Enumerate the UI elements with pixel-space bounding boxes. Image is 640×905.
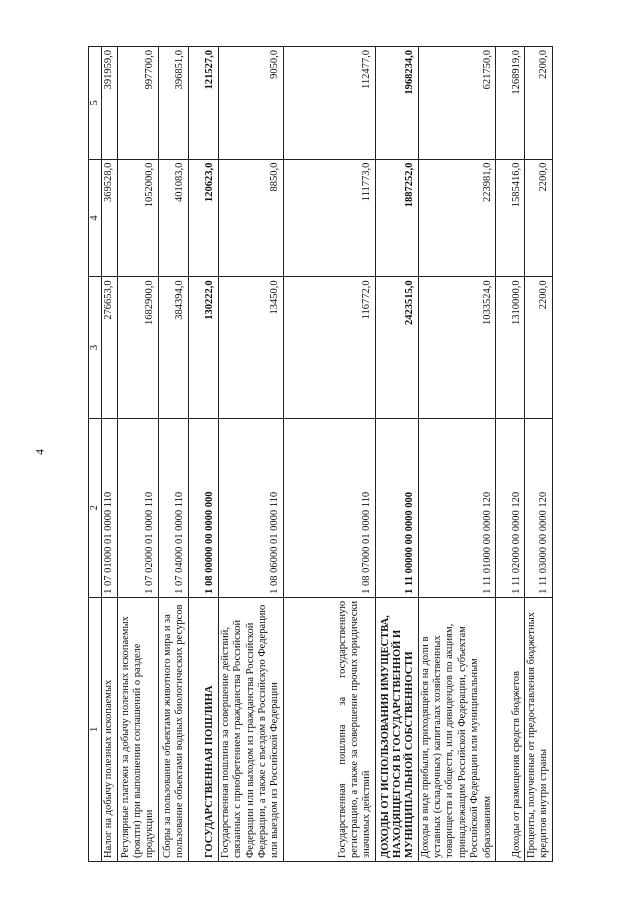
row-value-cell: 111773,0 (283, 159, 375, 277)
column-header: 4 (89, 159, 102, 277)
table-row (158, 47, 188, 862)
row-name-cell: Сборы за пользование объектами животного мира и за пользование объектами водных биологических ресурсов (158, 597, 188, 861)
row-value-cell: 13450,0 (218, 277, 283, 418)
row-name-cell: Доходы в виде прибыли, приходящейся на доли в уставных (складочных) капиталах хозяйственных товариществ и обществ, или дивидендов по акциям, принадлежащим Российской Федерации, субъектам Российской Федерации или муниципальным образованиям (418, 597, 495, 861)
row-value-cell: 8850,0 (218, 159, 283, 277)
rotated-table-container (88, 46, 552, 862)
column-header: 3 (89, 277, 102, 418)
row-code-cell: 1 08 00000 00 0000 000 (188, 418, 218, 597)
row-code-cell: 1 07 04000 01 0000 110 (158, 418, 188, 597)
row-value-cell: 1968234,0 (375, 47, 418, 160)
page-number: 4 (32, 449, 47, 455)
row-value-cell: 2200,0 (524, 159, 552, 277)
row-value-cell: 120623,0 (188, 159, 218, 277)
row-value-cell: 130222,0 (188, 277, 218, 418)
table-row (418, 47, 495, 862)
row-value-cell: 369528,0 (102, 159, 117, 277)
row-value-cell: 391959,0 (102, 47, 117, 160)
row-name-cell: Регулярные платежи за добычу полезных ископаемых (роялти) при выполнении соглашений о разделе продукции (117, 597, 158, 861)
row-code-cell: 1 07 02000 01 0000 110 (117, 418, 158, 597)
row-value-cell: 276653,0 (102, 277, 117, 418)
row-name-cell: Государственная пошлина за государственную регистрацию, а также за совершение прочих юридически значимых действий (283, 597, 375, 861)
table-row (102, 47, 117, 862)
header-row (89, 47, 102, 862)
row-value-cell: 621750,0 (418, 47, 495, 160)
row-value-cell: 121527,0 (188, 47, 218, 160)
row-value-cell: 1268919,0 (495, 47, 524, 160)
row-value-cell: 2200,0 (524, 47, 552, 160)
row-value-cell: 1033524,0 (418, 277, 495, 418)
column-header: 2 (89, 418, 102, 597)
row-name-cell: Проценты, полученные от предоставления бюджетных кредитов внутри страны (524, 597, 552, 861)
table-row (375, 47, 418, 862)
row-name-cell: Государственная пошлина за совершение действий, связанных с приобретением гражданства Российской Федерации или выходом из гражданства Российской Федерации, а также с въездом в Российскую Федерацию или выездом из Российской Федерации (218, 597, 283, 861)
table-row (188, 47, 218, 862)
row-value-cell: 2200,0 (524, 277, 552, 418)
row-value-cell: 396851,0 (158, 47, 188, 160)
row-value-cell: 112477,0 (283, 47, 375, 160)
column-header: 1 (89, 597, 102, 861)
row-code-cell: 1 08 07000 01 0000 110 (283, 418, 375, 597)
table-row (524, 47, 552, 862)
row-code-cell: 1 07 01000 01 0000 110 (102, 418, 117, 597)
row-value-cell: 384394,0 (158, 277, 188, 418)
table-row (495, 47, 524, 862)
row-code-cell: 1 11 02000 00 0000 120 (495, 418, 524, 597)
row-value-cell: 1052000,0 (117, 159, 158, 277)
column-header: 5 (89, 47, 102, 160)
row-code-cell: 1 11 03000 00 0000 120 (524, 418, 552, 597)
row-value-cell: 9050,0 (218, 47, 283, 160)
row-value-cell: 1887252,0 (375, 159, 418, 277)
table-row (218, 47, 283, 862)
row-code-cell: 1 08 06000 01 0000 110 (218, 418, 283, 597)
row-name-cell: Налог на добычу полезных ископаемых (102, 597, 117, 861)
row-name-cell: ДОХОДЫ ОТ ИСПОЛЬЗОВАНИЯ ИМУЩЕСТВА, НАХОДЯЩЕГОСЯ В ГОСУДАРСТВЕННОЙ И МУНИЦИПАЛЬНОЙ СОБСТВЕННОСТИ (375, 597, 418, 861)
row-value-cell: 1682900,0 (117, 277, 158, 418)
row-name-cell: Доходы от размещения средств бюджетов (495, 597, 524, 861)
row-value-cell: 2423515,0 (375, 277, 418, 418)
row-value-cell: 997700,0 (117, 47, 158, 160)
row-name-cell: ГОСУДАРСТВЕННАЯ ПОШЛИНА (188, 597, 218, 861)
table-row (117, 47, 158, 862)
table-row (283, 47, 375, 862)
row-value-cell: 401083,0 (158, 159, 188, 277)
budget-table (88, 46, 553, 862)
row-value-cell: 1585416,0 (495, 159, 524, 277)
row-code-cell: 1 11 01000 00 0000 120 (418, 418, 495, 597)
row-value-cell: 116772,0 (283, 277, 375, 418)
row-value-cell: 223981,0 (418, 159, 495, 277)
row-value-cell: 1310000,0 (495, 277, 524, 418)
row-code-cell: 1 11 00000 00 0000 000 (375, 418, 418, 597)
